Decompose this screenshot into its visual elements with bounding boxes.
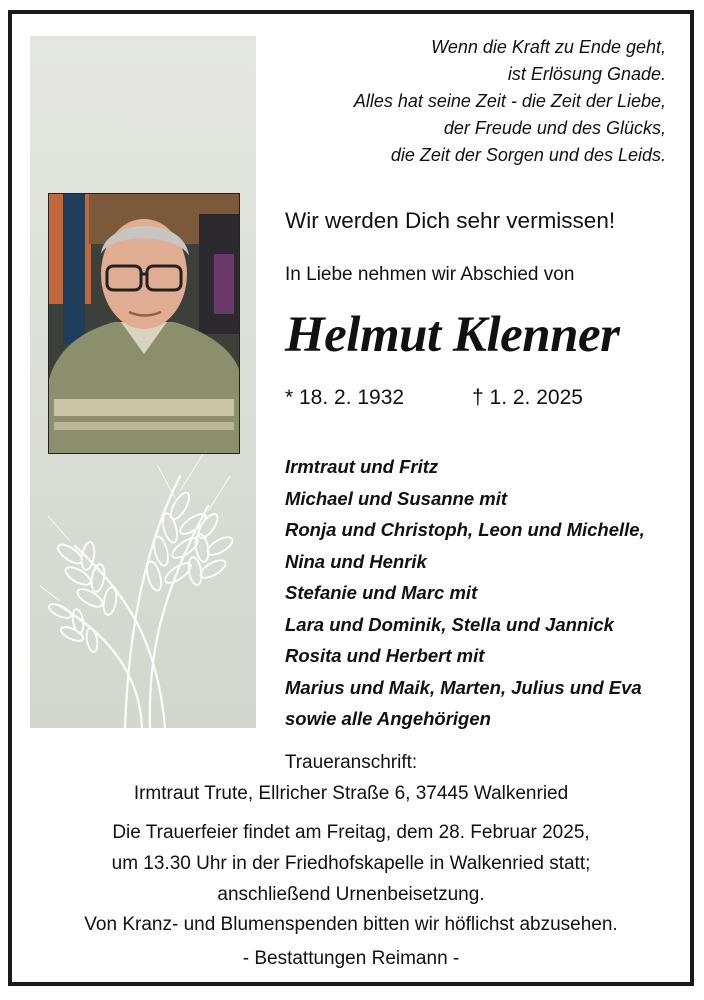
ceremony-line: Von Kranz- und Blumenspenden bitten wir höflichst abzusehen. xyxy=(84,914,618,935)
family-list xyxy=(285,451,645,735)
life-dates xyxy=(285,386,583,410)
family-line: sowie alle Angehörigen xyxy=(285,708,491,729)
poem-line: ist Erlösung Gnade. xyxy=(507,64,666,84)
deceased-name: Helmut Klenner xyxy=(285,307,620,363)
ceremony-line: Die Trauerfeier findet am Freitag, dem 28. Februar 2025, xyxy=(112,822,590,843)
poem-line: die Zeit der Sorgen und des Leids. xyxy=(390,145,666,165)
ceremony-line: anschließend Urnenbeisetzung. xyxy=(217,884,485,905)
family-line: Irmtraut und Fritz xyxy=(285,456,439,477)
address-label: Traueranschrift: xyxy=(284,752,418,773)
poem-line: Alles hat seine Zeit - die Zeit der Liebe, xyxy=(353,91,666,111)
portrait-photo xyxy=(48,193,240,454)
undertaker: - Bestattungen Reimann - xyxy=(242,948,460,969)
ceremony-line: um 13.30 Uhr in der Friedhofskapelle in Walkenried statt; xyxy=(111,853,591,874)
family-line: Michael und Susanne mit xyxy=(285,487,508,509)
family-line: Lara und Dominik, Stella und Jannick xyxy=(285,613,614,635)
death-date: † 1. 2. 2025 xyxy=(472,386,583,409)
headline: Wir werden Dich sehr vermissen! xyxy=(285,208,616,233)
birth-date: * 18. 2. 1932 xyxy=(285,386,405,409)
address: Irmtraut Trute, Ellricher Straße 6, 37445 Walkenried xyxy=(133,783,569,804)
poem xyxy=(286,34,666,169)
intro-text: In Liebe nehmen wir Abschied von xyxy=(285,264,575,285)
family-line: Ronja und Christoph, Leon und Michelle, xyxy=(285,519,645,540)
family-line: Rosita und Herbert mit xyxy=(285,645,485,666)
poem-line: der Freude und des Glücks, xyxy=(443,118,666,138)
poem-line: Wenn die Kraft zu Ende geht, xyxy=(431,37,666,57)
family-line: Stefanie und Marc mit xyxy=(285,582,478,603)
family-line: Nina und Henrik xyxy=(285,550,427,572)
family-line: Marius und Maik, Marten, Julius und Eva xyxy=(285,676,642,698)
